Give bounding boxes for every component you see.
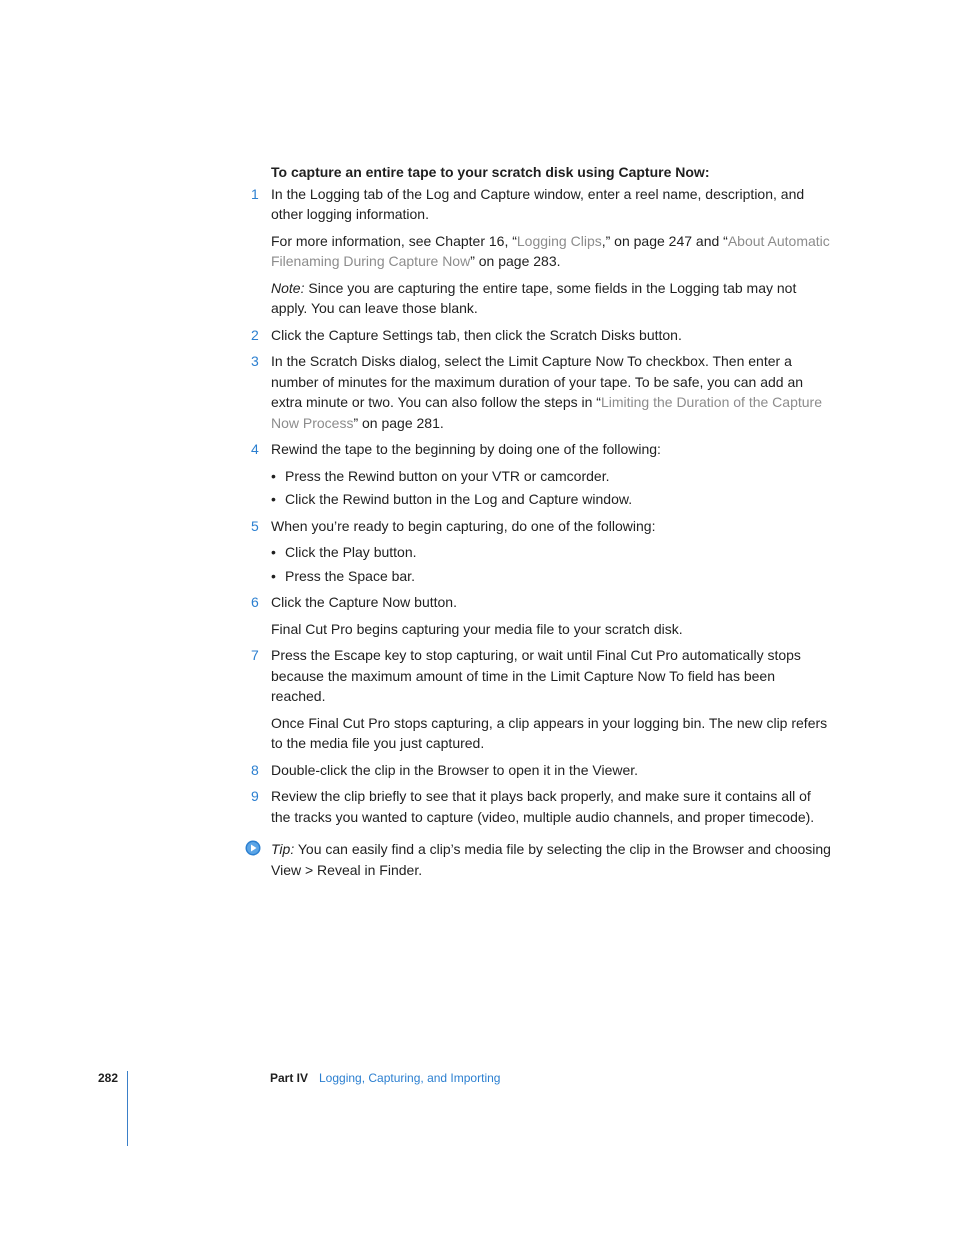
bullet-mark: • [271,544,276,560]
info-text: ,” on page 247 and “ [601,232,728,249]
link-limiting-duration[interactable]: Limiting the Duration of the Capture Now Process [271,394,822,431]
step-number: 3 [251,353,259,369]
bullet-text: Click the Rewind button in the Log and Capture window. [285,491,633,507]
step-text: Click the Capture Settings tab, then click the Scratch Disks button. [271,326,682,343]
step-5 [251,516,831,537]
step-number: 7 [251,647,259,663]
footer-divider [127,1071,128,1146]
list-item [271,466,831,487]
step-9 [251,786,831,827]
step-text: When you’re ready to begin capturing, do one of the following: [271,517,656,534]
step-number: 9 [251,788,259,804]
procedure-heading: To capture an entire tape to your scratch disk using Capture Now: [271,164,710,180]
step-1 [251,184,831,225]
step-3 [251,351,831,433]
bullet-text: Press the Space bar. [285,567,415,584]
step-text: Press the Escape key to stop capturing, or wait until Final Cut Pro automatically stops because the maximum amount of time in the Limit Capture Now To field has been reached. [271,647,801,704]
list-item [271,542,831,563]
step-7-result: Once Final Cut Pro stops capturing, a clip appears in your logging bin. The new clip refers to the media file you just captured. [271,714,828,751]
list-item [271,566,831,587]
step-text: Click the Capture Now button. [271,594,457,610]
tip-label: Tip: [271,841,295,857]
step-4-bullets [271,466,831,510]
step-text: In the Logging tab of the Log and Capture window, enter a reel name, description, and other logging information. [271,185,805,222]
footer-section-title: Logging, Capturing, and Importing [319,1071,501,1085]
bullet-mark: • [271,567,276,584]
step-number: 8 [251,761,259,778]
list-item [271,489,831,510]
step-number: 2 [251,326,259,343]
play-arrow-circle-icon [245,840,261,856]
step-6-result: Final Cut Pro begins capturing your media file to your scratch disk. [271,620,683,637]
step-text: Rewind the tape to the beginning by doing one of the following: [271,441,661,457]
note-text: Since you are capturing the entire tape, some fields in the Logging tab may not apply. You can leave those blank. [271,279,797,316]
step-1-more-info [271,231,831,272]
step-number: 4 [251,441,259,457]
step-number: 5 [251,517,259,534]
footer-part-label: Part IV [270,1071,309,1085]
step-1-note [271,278,831,319]
bullet-mark: • [271,467,276,484]
note-label: Note: [271,279,305,296]
step-4 [251,439,831,460]
step-2 [251,325,831,346]
step-8 [251,760,831,781]
step-7 [251,645,831,707]
info-text: ” on page 283. [470,253,561,269]
step-text: Review the clip briefly to see that it plays back properly, and make sure it contains all of the tracks you wanted to capture (video, multiple audio channels, and proper timecode). [271,788,815,825]
link-automatic-filenaming[interactable]: About Automatic Filenaming During Capture Now [271,232,830,269]
step-text: Double-click the clip in the Browser to open it in the Viewer. [271,761,639,778]
tip-block [271,839,831,880]
step-number: 6 [251,594,259,610]
step-number: 1 [251,185,259,202]
bullet-text: Press the Rewind button on your VTR or camcorder. [285,467,610,484]
page-number: 282 [98,1071,119,1085]
info-text: For more information, see Chapter 16, “ [271,232,517,249]
step-text: In the Scratch Disks dialog, select the Limit Capture Now To checkbox. Then enter a number of minutes for the maximum duration of your tape. To be safe, you can add an extra minute or two. You can also follow the steps in “ [271,353,804,410]
link-logging-clips[interactable]: Logging Clips [516,232,602,249]
tip-text: You can easily find a clip’s media file by selecting the clip in the Browser and choosing View > Reveal in Finder. [271,841,831,878]
step-6 [251,592,831,613]
bullet-text: Click the Play button. [285,544,417,560]
bullet-mark: • [271,491,276,507]
step-5-bullets [271,542,831,586]
step-text: ” on page 281. [353,414,444,431]
main-content [251,162,831,880]
